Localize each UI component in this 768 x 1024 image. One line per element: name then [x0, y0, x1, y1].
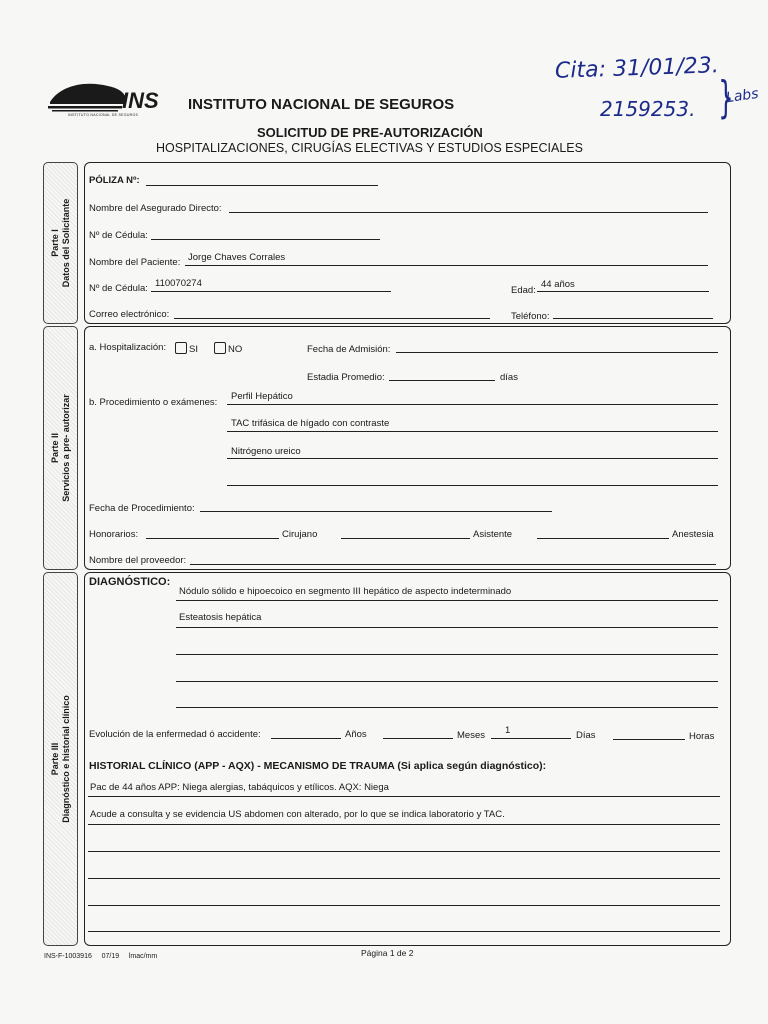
diagnosis-2: Esteatosis hepática — [179, 612, 262, 623]
form-subtitle: HOSPITALIZACIONES, CIRUGÍAS ELECTIVAS Y ESTUDIOS ESPECIALES — [156, 141, 583, 155]
horas-field[interactable] — [613, 739, 685, 740]
poliza-field[interactable] — [146, 185, 378, 186]
procedure-line-2[interactable] — [227, 431, 718, 432]
diagnosis-line-2[interactable] — [176, 627, 718, 628]
asegurado-label: Nombre del Asegurado Directo: — [89, 203, 222, 214]
meses-field[interactable] — [383, 738, 453, 739]
diagnosis-line-3[interactable] — [176, 654, 718, 655]
telefono-field[interactable] — [553, 318, 713, 319]
part3-section — [84, 572, 731, 946]
cedula1-label: Nº de Cédula: — [89, 230, 148, 241]
correo-label: Correo electrónico: — [89, 309, 170, 320]
part1-side-label — [43, 162, 78, 324]
fecha-admision-label: Fecha de Admisión: — [307, 344, 391, 355]
diagnostico-label: DIAGNÓSTICO: — [89, 576, 171, 588]
edad-field[interactable] — [537, 291, 709, 292]
procedure-line-4[interactable] — [227, 485, 718, 486]
history-line-1[interactable] — [88, 796, 720, 797]
part2-side-text: Parte II Servicios a pre- autorizar — [49, 394, 71, 502]
correo-field[interactable] — [174, 318, 490, 319]
edad-value: 44 años — [541, 279, 575, 290]
dias-value: 1 — [505, 725, 511, 736]
anos-field[interactable] — [271, 738, 341, 739]
anestesia-field[interactable] — [537, 538, 669, 539]
fecha-admision-field[interactable] — [396, 352, 718, 353]
form-title: SOLICITUD DE PRE-AUTORIZACIÓN — [257, 125, 483, 140]
dias-field[interactable] — [491, 738, 571, 739]
hospitalizacion-label: a. Hospitalización: — [89, 342, 167, 353]
procedure-line-3[interactable] — [227, 458, 718, 459]
procedimiento-label: b. Procedimiento o exámenes: — [89, 397, 218, 408]
logo-subtext: INSTITUTO NACIONAL DE SEGUROS — [68, 113, 139, 117]
part2-side-label — [43, 326, 78, 570]
part3-side-label — [43, 572, 78, 946]
procedure-1: Perfil Hepático — [231, 391, 293, 402]
paciente-value: Jorge Chaves Corrales — [188, 252, 286, 263]
form-code: INS-F-1003916 07/19 lmac/mm — [44, 953, 158, 960]
historial-label: HISTORIAL CLÍNICO (APP - AQX) - MECANISMO DE TRAUMA (Si aplica según diagnóstico): — [89, 760, 547, 772]
logo-text: INS — [122, 88, 159, 113]
handwritten-number: 2159253. — [600, 97, 696, 121]
meses-label: Meses — [457, 730, 485, 741]
paciente-field[interactable] — [185, 265, 708, 266]
edad-label: Edad: — [511, 285, 536, 296]
ins-logo — [46, 76, 178, 120]
diagnosis-line-4[interactable] — [176, 681, 718, 682]
si-checkbox[interactable] — [175, 342, 198, 355]
no-box[interactable] — [214, 342, 226, 354]
honorarios-label: Honorarios: — [89, 529, 139, 540]
history-line-4[interactable] — [88, 878, 720, 879]
estadia-field[interactable] — [389, 380, 495, 381]
cedula2-value: 110070274 — [155, 278, 202, 289]
horas-label: Horas — [689, 731, 715, 742]
si-label: SI — [189, 344, 198, 355]
anestesia-label: Anestesia — [672, 529, 714, 540]
asistente-field[interactable] — [341, 538, 470, 539]
paciente-label: Nombre del Paciente: — [89, 257, 181, 268]
history-line-6[interactable] — [88, 931, 720, 932]
part1-section — [84, 162, 731, 324]
procedure-2: TAC trifásica de hígado con contraste — [231, 418, 390, 429]
proveedor-field[interactable] — [190, 564, 716, 565]
diagnosis-line-1[interactable] — [176, 600, 718, 601]
diagnosis-1: Nódulo sólido e hipoecoico en segmento III hepático de aspecto indeterminado — [179, 586, 512, 597]
diagnosis-line-5[interactable] — [176, 707, 718, 708]
cirujano-field[interactable] — [146, 538, 279, 539]
fecha-procedimiento-field[interactable] — [200, 511, 552, 512]
history-line-5[interactable] — [88, 905, 720, 906]
poliza-label: PÓLIZA Nº: — [89, 175, 140, 186]
dias-label: días — [500, 372, 518, 383]
history-2: Acude a consulta y se evidencia US abdomen con alterado, por lo que se indica laboratorio y TAC. — [90, 809, 505, 820]
part2-section — [84, 326, 731, 570]
fecha-procedimiento-label: Fecha de Procedimiento: — [89, 503, 195, 514]
page-number: Página 1 de 2 — [361, 948, 414, 958]
history-line-2[interactable] — [88, 824, 720, 825]
dias-evol-label: Días — [576, 730, 596, 741]
cedula1-field[interactable] — [151, 239, 380, 240]
history-line-3[interactable] — [88, 851, 720, 852]
procedure-3: Nitrógeno ureico — [231, 446, 301, 457]
telefono-label: Teléfono: — [511, 311, 550, 322]
estadia-label: Estadia Promedio: — [307, 372, 385, 383]
no-checkbox[interactable] — [214, 342, 242, 355]
cedula2-field[interactable] — [151, 291, 391, 292]
procedure-line-1[interactable] — [227, 404, 718, 405]
evolucion-label: Evolución de la enfermedad ó accidente: — [89, 729, 261, 740]
part3-side-text: Parte III Diagnóstico e historial clínico — [49, 695, 71, 823]
handwritten-date: Cita: 31/01/23. — [554, 53, 720, 84]
si-box[interactable] — [175, 342, 187, 354]
anos-label: Años — [345, 729, 367, 740]
institute-name: INSTITUTO NACIONAL DE SEGUROS — [188, 96, 455, 113]
asistente-label: Asistente — [473, 529, 513, 540]
part1-side-text: Parte I Datos del Solicitante — [49, 198, 71, 288]
no-label: NO — [228, 344, 243, 355]
handwritten-brace: } — [718, 72, 734, 123]
asegurado-field[interactable] — [229, 212, 708, 213]
handwritten-labs: Labs — [725, 85, 760, 107]
history-1: Pac de 44 años APP: Niega alergias, tabáquicos y etílicos. AQX: Niega — [90, 782, 389, 793]
cedula2-label: Nº de Cédula: — [89, 283, 148, 294]
cirujano-label: Cirujano — [282, 529, 318, 540]
proveedor-label: Nombre del proveedor: — [89, 555, 187, 566]
